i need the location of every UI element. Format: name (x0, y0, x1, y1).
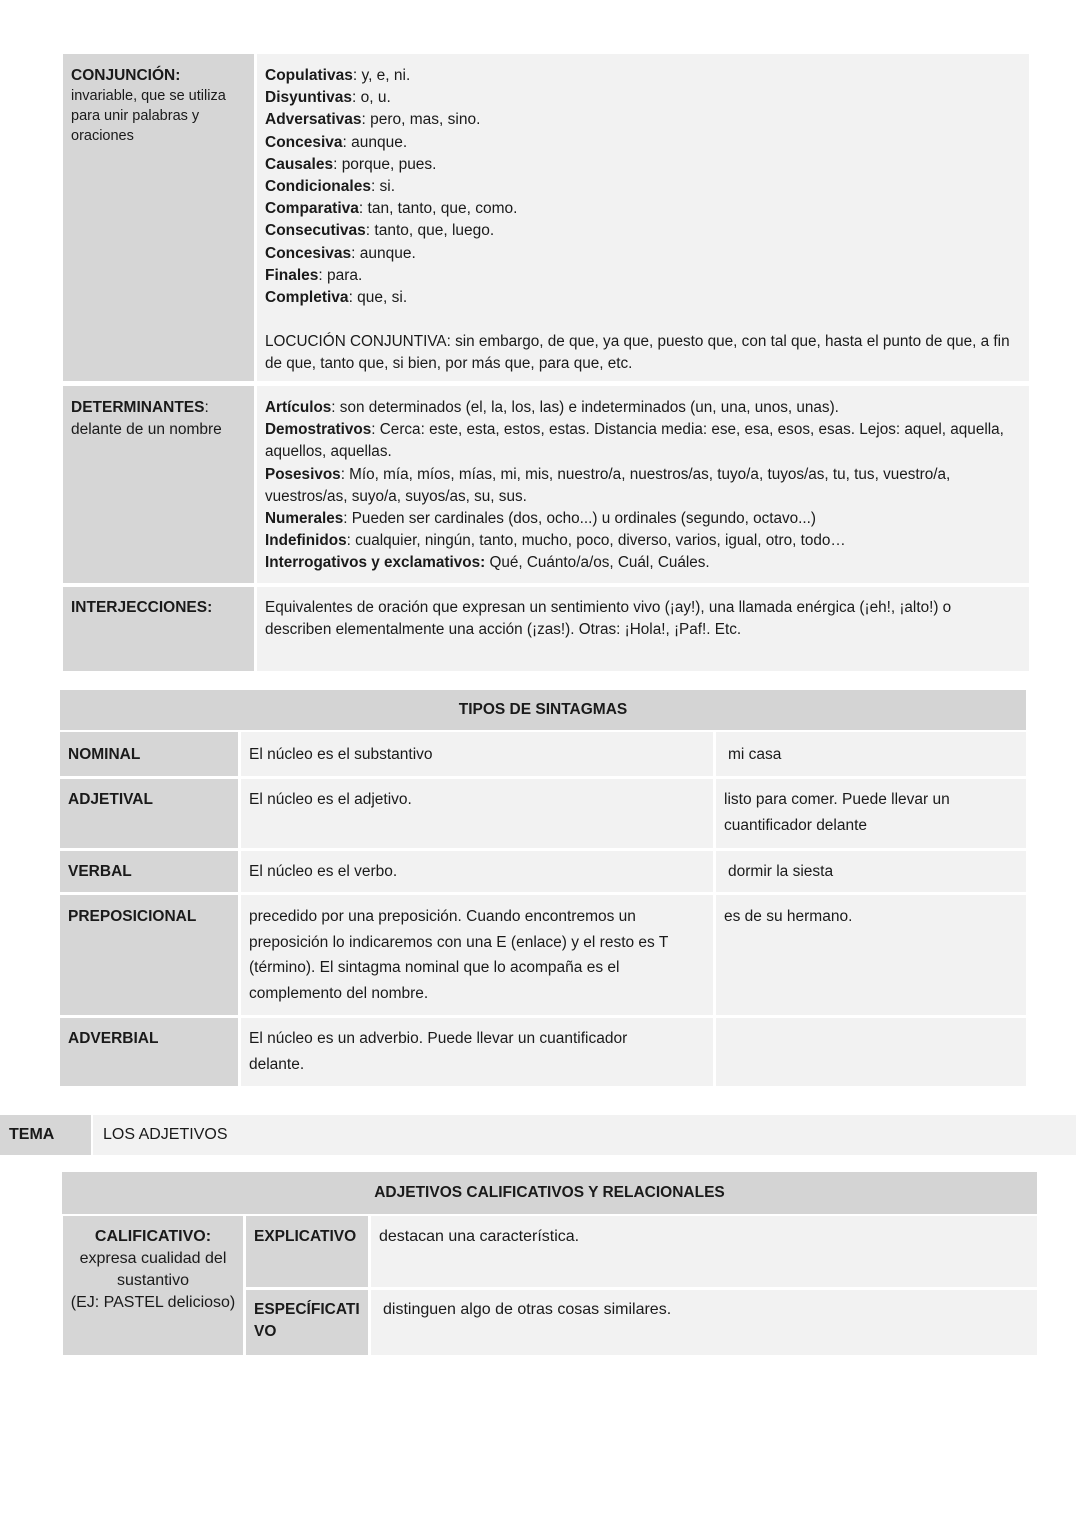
conjuncion-item: Disyuntivas: o, u. (265, 89, 391, 107)
determinantes-item: Artículos: son determinados (el, la, los, las) e indeterminados (un, una, unos, unas). (265, 399, 839, 416)
sintagma-name: ADJETIVAL (60, 779, 238, 848)
tema-label: TEMA (0, 1115, 91, 1155)
adjetivo-type: ESPECÍFICATI VO (246, 1290, 368, 1355)
conjuncion-item: Condicionales: si. (265, 178, 396, 196)
calificativo-example: (EJ: PASTEL delicioso) (70, 1294, 236, 1311)
determinantes-item: Demostrativos: Cerca: este, esta, estos, estas. Distancia media: ese, esa, esos, esas. Lejos: aquel, aquella, aquellos, aquellas. (265, 421, 1004, 461)
determinantes-item: Posesivos: Mío, mía, míos, mías, mi, mis, nuestro/a, nuestros/as, tuyo/a, tuyos/as, tu, tus, vuestro/a, vuestros/as, suyo/a, suyos/as, su, sus. (265, 465, 951, 505)
determinantes-item: Indefinidos: cualquier, ningún, tanto, mucho, poco, diverso, varios, igual, otro, todo… (265, 532, 846, 550)
sintagma-name: VERBAL (60, 851, 238, 892)
sintagma-example (716, 1018, 1026, 1086)
conjuncion-label-cell (63, 54, 254, 381)
determinantes-description: delante de un nombre (71, 421, 222, 438)
interjecciones-title: INTERJECCIONES: (71, 599, 213, 616)
sintagma-name: NOMINAL (60, 732, 238, 776)
interjecciones-content-cell (257, 587, 1029, 671)
sintagma-description: precedido por una preposición. Cuando encontremos un preposición lo indicaremos con una E (enlace) y el resto es T (término). El sintagma nominal que lo acompaña es el complemento del nombre. (241, 895, 713, 1015)
sintagma-example: dormir la siesta (716, 851, 1026, 892)
sintagma-name: ADVERBIAL (60, 1018, 238, 1086)
interjecciones-label-cell (63, 587, 254, 671)
determinantes-content-cell (257, 386, 1029, 583)
sintagma-description: El núcleo es un adverbio. Puede llevar un cuantificador delante. (241, 1018, 713, 1086)
conjuncion-item: Finales: para. (265, 266, 363, 284)
conjuncion-item: Completiva: que, si. (265, 289, 408, 307)
calificativo-title: CALIFICATIVO: (94, 1228, 212, 1245)
conjuncion-title: CONJUNCIÓN: (71, 67, 181, 84)
conjuncion-item: Concesiva: aunque. (265, 133, 408, 151)
conjuncion-item: Adversativas: pero, mas, sino. (265, 111, 481, 129)
conjuncion-item: Copulativas: y, e, ni. (265, 67, 411, 84)
conjuncion-content-cell (257, 54, 1029, 381)
calificativo-description: expresa cualidad del sustantivo (79, 1250, 227, 1289)
conjuncion-item: Comparativa: tan, tanto, que, como. (265, 200, 518, 218)
locucion-conjuntiva-note: LOCUCIÓN CONJUNTIVA: sin embargo, de que, ya que, puesto que, con tal que, hasta el punto de que, a fin de que, tanto que, si bien, por más que, para que, etc. (265, 333, 1010, 373)
conjuncion-item: Causales: porque, pues. (265, 155, 437, 173)
conjuncion-item: Consecutivas: tanto, que, luego. (265, 222, 495, 240)
sintagma-description: El núcleo es el substantivo (241, 732, 713, 776)
adjetivo-type: EXPLICATIVO (246, 1216, 368, 1287)
sintagmas-title: TIPOS DE SINTAGMAS (60, 690, 1026, 730)
adjetivos-title: ADJETIVOS CALIFICATIVOS Y RELACIONALES (62, 1172, 1037, 1214)
adjetivo-description: destacan una característica. (371, 1216, 1037, 1287)
sintagma-description: El núcleo es el adjetivo. (241, 779, 713, 848)
calificativo-cell (63, 1216, 243, 1355)
adjetivo-description: distinguen algo de otras cosas similares. (371, 1290, 1037, 1355)
conjuncion-item: Concesivas: aunque. (265, 244, 416, 262)
determinantes-label-cell (63, 386, 254, 583)
tema-value: LOS ADJETIVOS (93, 1115, 1076, 1155)
sintagma-example: mi casa (716, 732, 1026, 776)
determinantes-title: DETERMINANTES: (71, 399, 209, 416)
conjuncion-description: invariable, que se utiliza para unir palabras y oraciones (71, 88, 226, 144)
sintagma-example: es de su hermano. (716, 895, 1026, 1015)
interjecciones-text: Equivalentes de oración que expresan un sentimiento vivo (¡ay!), una llamada enérgica (¡eh!, ¡alto!) o describen elementalmente una acción (¡zas!). Otras: ¡Hola!, ¡Paf!. Etc. (265, 599, 952, 639)
sintagma-example: listo para comer. Puede llevar un cuantificador delante (716, 779, 1026, 848)
determinantes-item: Interrogativos y exclamativos: Qué, Cuánto/a/os, Cuál, Cuáles. (265, 554, 710, 572)
determinantes-item: Numerales: Pueden ser cardinales (dos, ocho...) u ordinales (segundo, octavo...) (265, 510, 817, 528)
sintagma-description: El núcleo es el verbo. (241, 851, 713, 892)
sintagma-name: PREPOSICIONAL (60, 895, 238, 1015)
